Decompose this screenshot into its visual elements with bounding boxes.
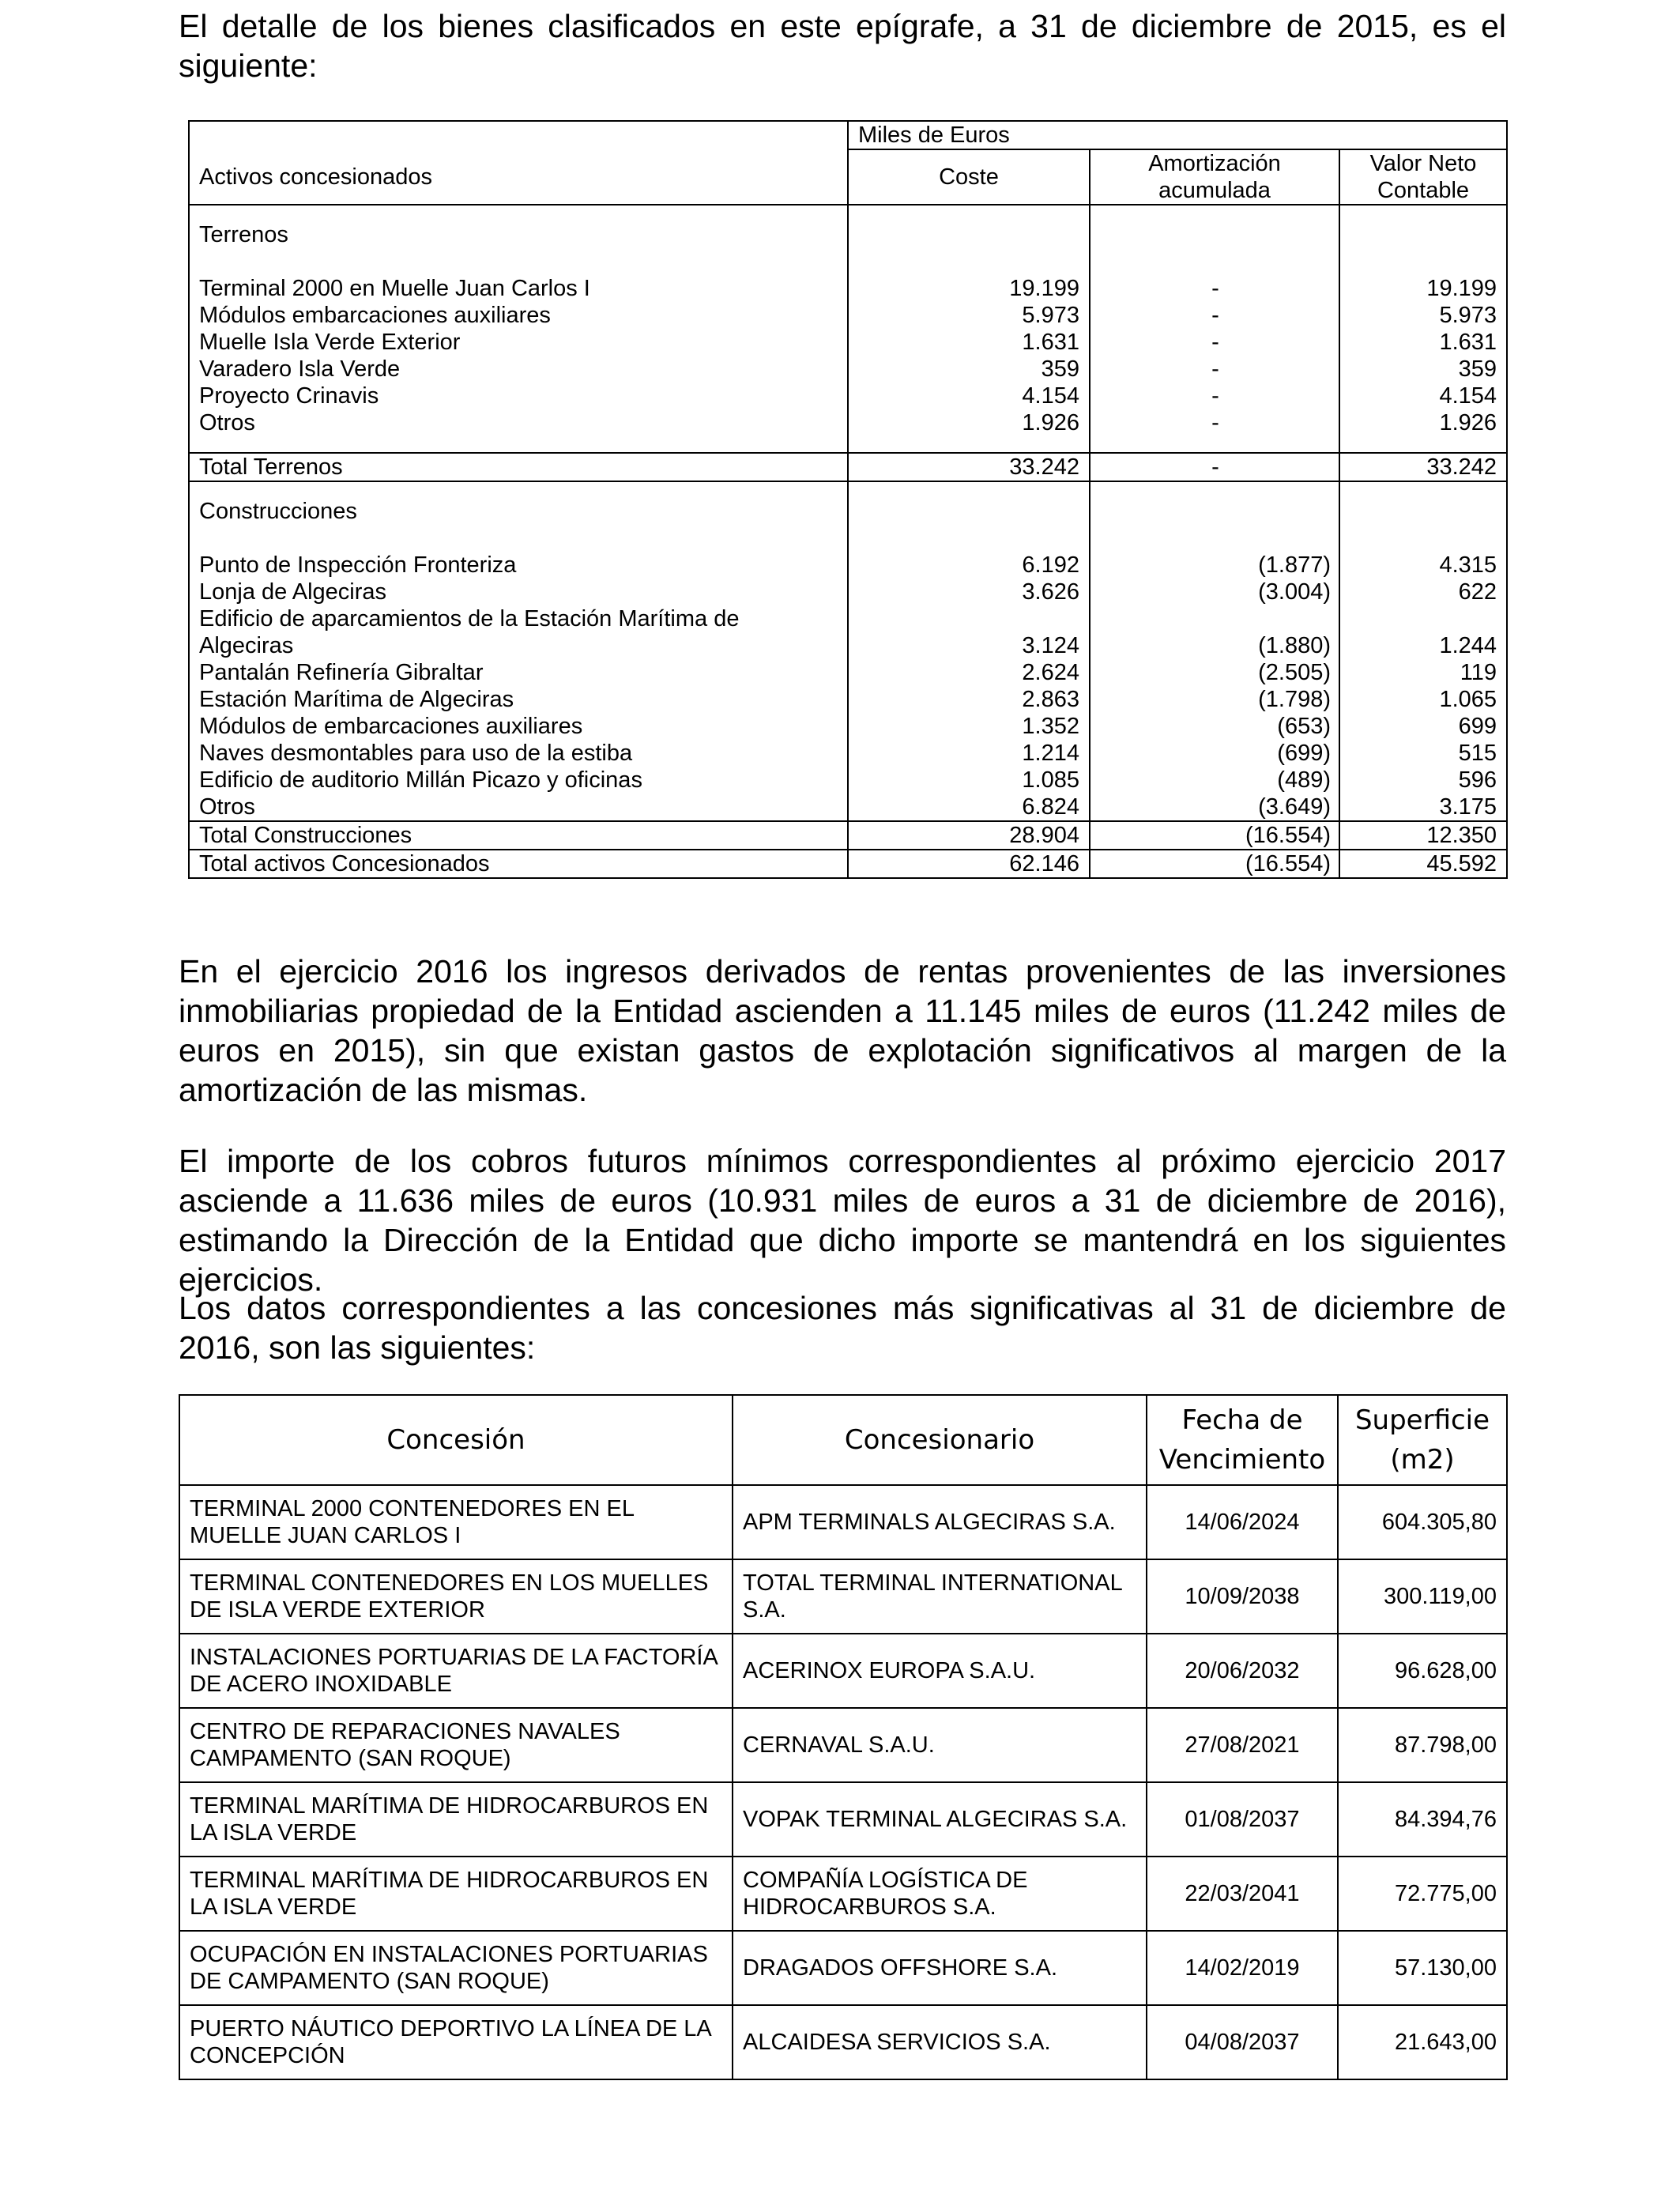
assets-table-header bbox=[189, 121, 1507, 205]
cost-value: 33.242 bbox=[848, 453, 1090, 481]
net-value: 1.244 bbox=[1339, 605, 1507, 659]
cost-value: 1.352 bbox=[848, 713, 1090, 740]
surface-value: 604.305,80 bbox=[1338, 1485, 1507, 1559]
col-cost-header: Coste bbox=[848, 149, 1090, 205]
asset-name: Módulos embarcaciones auxiliares bbox=[189, 302, 848, 329]
asset-row bbox=[189, 686, 1507, 713]
cost-value: 2.863 bbox=[848, 686, 1090, 713]
concessionaire-name: DRAGADOS OFFSHORE S.A. bbox=[733, 1931, 1147, 2005]
surface-header: Superficie (m2) bbox=[1338, 1395, 1507, 1485]
terrenos-section bbox=[189, 205, 1507, 481]
cost-value: 1.926 bbox=[848, 409, 1090, 436]
cost-value: 3.626 bbox=[848, 579, 1090, 605]
asset-name: Proyecto Crinavis bbox=[189, 383, 848, 409]
amortization-value: - bbox=[1090, 356, 1339, 383]
asset-name: Naves desmontables para uso de la estiba bbox=[189, 740, 848, 767]
net-value: 622 bbox=[1339, 579, 1507, 605]
amortization-value: (3.004) bbox=[1090, 579, 1339, 605]
amortization-value: (2.505) bbox=[1090, 659, 1339, 686]
cost-value: 4.154 bbox=[848, 383, 1090, 409]
asset-row bbox=[189, 767, 1507, 794]
paragraph-concessions: Los datos correspondientes a las concesiones más significativas al 31 de diciembre de 2016, son las siguientes: bbox=[179, 1290, 1506, 1366]
cost-value: 1.631 bbox=[848, 329, 1090, 356]
expiry-date: 22/03/2041 bbox=[1147, 1857, 1338, 1931]
concession-row bbox=[179, 2005, 1507, 2079]
asset-name: Edificio de aparcamientos de la Estación Marítima de Algeciras bbox=[189, 605, 848, 659]
amortization-value: (16.554) bbox=[1090, 821, 1339, 850]
net-value: 515 bbox=[1339, 740, 1507, 767]
asset-name: Otros bbox=[189, 409, 848, 436]
terrenos-heading bbox=[189, 221, 1507, 248]
surface-value: 96.628,00 bbox=[1338, 1634, 1507, 1708]
asset-name: Lonja de Algeciras bbox=[189, 579, 848, 605]
asset-row bbox=[189, 579, 1507, 605]
concessionaire-name: ACERINOX EUROPA S.A.U. bbox=[733, 1634, 1147, 1708]
cost-value: 28.904 bbox=[848, 821, 1090, 850]
expiry-date: 10/09/2038 bbox=[1147, 1559, 1338, 1634]
asset-name: Módulos de embarcaciones auxiliares bbox=[189, 713, 848, 740]
net-value: 4.315 bbox=[1339, 552, 1507, 579]
asset-row bbox=[189, 302, 1507, 329]
asset-name: Total activos Concesionados bbox=[189, 850, 848, 878]
net-value: 119 bbox=[1339, 659, 1507, 686]
concessionaire-name: ALCAIDESA SERVICIOS S.A. bbox=[733, 2005, 1147, 2079]
concessionaire-name: COMPAÑÍA LOGÍSTICA DE HIDROCARBUROS S.A. bbox=[733, 1857, 1147, 1931]
cost-value: 62.146 bbox=[848, 850, 1090, 878]
expiry-date: 14/06/2024 bbox=[1147, 1485, 1338, 1559]
surface-value: 21.643,00 bbox=[1338, 2005, 1507, 2079]
cost-value: 6.824 bbox=[848, 794, 1090, 821]
asset-row bbox=[189, 659, 1507, 686]
amortization-value: - bbox=[1090, 275, 1339, 302]
total-terrenos-row bbox=[189, 453, 1507, 481]
net-value: 1.631 bbox=[1339, 329, 1507, 356]
concession-name: PUERTO NÁUTICO DEPORTIVO LA LÍNEA DE LA CONCEPCIÓN bbox=[179, 2005, 733, 2079]
expiry-header: Fecha de Vencimiento bbox=[1147, 1395, 1338, 1485]
concessionaire-name: TOTAL TERMINAL INTERNATIONAL S.A. bbox=[733, 1559, 1147, 1634]
asset-name: Terminal 2000 en Muelle Juan Carlos I bbox=[189, 275, 848, 302]
amortization-value: (16.554) bbox=[1090, 850, 1339, 878]
amortization-value: (699) bbox=[1090, 740, 1339, 767]
asset-row bbox=[189, 740, 1507, 767]
asset-row bbox=[189, 383, 1507, 409]
grand-total-row bbox=[189, 850, 1507, 878]
net-value: 33.242 bbox=[1339, 453, 1507, 481]
expiry-date: 20/06/2032 bbox=[1147, 1634, 1338, 1708]
concessionaire-header: Concesionario bbox=[733, 1395, 1147, 1485]
col-net-header: Valor Neto Contable bbox=[1339, 149, 1507, 205]
asset-row bbox=[189, 356, 1507, 383]
expiry-date: 04/08/2037 bbox=[1147, 2005, 1338, 2079]
asset-name: Edificio de auditorio Millán Picazo y oficinas bbox=[189, 767, 848, 794]
cost-value: 1.214 bbox=[848, 740, 1090, 767]
net-value: 45.592 bbox=[1339, 850, 1507, 878]
net-value: 4.154 bbox=[1339, 383, 1507, 409]
asset-row bbox=[189, 794, 1507, 821]
net-value: 699 bbox=[1339, 713, 1507, 740]
amortization-value: (1.798) bbox=[1090, 686, 1339, 713]
amortization-value: - bbox=[1090, 329, 1339, 356]
concessionaire-name: APM TERMINALS ALGECIRAS S.A. bbox=[733, 1485, 1147, 1559]
concession-row bbox=[179, 1485, 1507, 1559]
amortization-value: (489) bbox=[1090, 767, 1339, 794]
amortization-value: - bbox=[1090, 453, 1339, 481]
surface-value: 72.775,00 bbox=[1338, 1857, 1507, 1931]
asset-name: Total Construcciones bbox=[189, 821, 848, 850]
concessionaire-name: CERNAVAL S.A.U. bbox=[733, 1708, 1147, 1782]
paragraph-2017: El importe de los cobros futuros mínimos correspondientes al próximo ejercicio 2017 asciende a 11.636 miles de euros (10.931 miles de euros a 31 de diciembre de 2016), estimando la Dirección de la Entidad que dicho importe se mantendrá en los siguientes ejercicios. bbox=[179, 1143, 1506, 1298]
net-value: 596 bbox=[1339, 767, 1507, 794]
amortization-value: (3.649) bbox=[1090, 794, 1339, 821]
asset-name: Varadero Isla Verde bbox=[189, 356, 848, 383]
asset-row bbox=[189, 409, 1507, 436]
amortization-value: - bbox=[1090, 409, 1339, 436]
expiry-date: 01/08/2037 bbox=[1147, 1782, 1338, 1857]
surface-value: 57.130,00 bbox=[1338, 1931, 1507, 2005]
asset-name: Total Terrenos bbox=[189, 453, 848, 481]
concession-name: TERMINAL 2000 CONTENEDORES EN EL MUELLE JUAN CARLOS I bbox=[179, 1485, 733, 1559]
concession-row bbox=[179, 1634, 1507, 1708]
concession-row bbox=[179, 1857, 1507, 1931]
concession-header: Concesión bbox=[179, 1395, 733, 1485]
surface-value: 300.119,00 bbox=[1338, 1559, 1507, 1634]
net-value: 1.065 bbox=[1339, 686, 1507, 713]
total-construcciones-row bbox=[189, 821, 1507, 850]
net-value: 12.350 bbox=[1339, 821, 1507, 850]
net-value: 359 bbox=[1339, 356, 1507, 383]
section-heading: Construcciones bbox=[189, 498, 848, 525]
concession-name: INSTALACIONES PORTUARIAS DE LA FACTORÍA DE ACERO INOXIDABLE bbox=[179, 1634, 733, 1708]
paragraph-2016: En el ejercicio 2016 los ingresos derivados de rentas provenientes de las inversiones inmobiliarias propiedad de la Entidad ascienden a 11.145 miles de euros (11.242 miles de euros en 2015), sin que existan gastos de explotación significativos al margen de la amortización de las mismas. bbox=[179, 953, 1506, 1108]
concession-name: OCUPACIÓN EN INSTALACIONES PORTUARIAS DE CAMPAMENTO (SAN ROQUE) bbox=[179, 1931, 733, 2005]
amortization-value: (1.877) bbox=[1090, 552, 1339, 579]
net-value: 3.175 bbox=[1339, 794, 1507, 821]
surface-value: 84.394,76 bbox=[1338, 1782, 1507, 1857]
net-value: 19.199 bbox=[1339, 275, 1507, 302]
net-value: 5.973 bbox=[1339, 302, 1507, 329]
asset-row bbox=[189, 552, 1507, 579]
amortization-value: - bbox=[1090, 302, 1339, 329]
expiry-date: 14/02/2019 bbox=[1147, 1931, 1338, 2005]
amortization-value: (1.880) bbox=[1090, 605, 1339, 659]
cost-value: 19.199 bbox=[848, 275, 1090, 302]
concessions-table bbox=[179, 1394, 1506, 2080]
expiry-date: 27/08/2021 bbox=[1147, 1708, 1338, 1782]
cost-value: 5.973 bbox=[848, 302, 1090, 329]
construcciones-section bbox=[189, 481, 1507, 878]
cost-value: 1.085 bbox=[848, 767, 1090, 794]
asset-name: Otros bbox=[189, 794, 848, 821]
cost-value: 3.124 bbox=[848, 605, 1090, 659]
concessionaire-name: VOPAK TERMINAL ALGECIRAS S.A. bbox=[733, 1782, 1147, 1857]
amortization-value: (653) bbox=[1090, 713, 1339, 740]
surface-value: 87.798,00 bbox=[1338, 1708, 1507, 1782]
net-value: 1.926 bbox=[1339, 409, 1507, 436]
concessions-header-row bbox=[179, 1395, 1507, 1485]
assets-table bbox=[188, 120, 1506, 879]
section-heading: Terrenos bbox=[189, 221, 848, 248]
asset-name: Muelle Isla Verde Exterior bbox=[189, 329, 848, 356]
concession-row bbox=[179, 1559, 1507, 1634]
concession-name: CENTRO DE REPARACIONES NAVALES CAMPAMENTO (SAN ROQUE) bbox=[179, 1708, 733, 1782]
cost-value: 359 bbox=[848, 356, 1090, 383]
concession-row bbox=[179, 1708, 1507, 1782]
units-header: Miles de Euros bbox=[848, 121, 1507, 149]
col-amort-header: Amortización acumulada bbox=[1090, 149, 1339, 205]
concession-row bbox=[179, 1931, 1507, 2005]
asset-name: Estación Marítima de Algeciras bbox=[189, 686, 848, 713]
construcciones-heading bbox=[189, 498, 1507, 525]
asset-name: Punto de Inspección Fronteriza bbox=[189, 552, 848, 579]
concession-name: TERMINAL MARÍTIMA DE HIDROCARBUROS EN LA ISLA VERDE bbox=[179, 1857, 733, 1931]
asset-name: Pantalán Refinería Gibraltar bbox=[189, 659, 848, 686]
asset-row bbox=[189, 329, 1507, 356]
cost-value: 6.192 bbox=[848, 552, 1090, 579]
amortization-value: - bbox=[1090, 383, 1339, 409]
col-asset-header: Activos concesionados bbox=[189, 149, 848, 205]
concession-row bbox=[179, 1782, 1507, 1857]
intro-paragraph: El detalle de los bienes clasificados en este epígrafe, a 31 de diciembre de 2015, es el siguiente: bbox=[179, 8, 1506, 84]
asset-row bbox=[189, 275, 1507, 302]
asset-row bbox=[189, 713, 1507, 740]
concession-name: TERMINAL CONTENEDORES EN LOS MUELLES DE ISLA VERDE EXTERIOR bbox=[179, 1559, 733, 1634]
asset-row bbox=[189, 605, 1507, 659]
cost-value: 2.624 bbox=[848, 659, 1090, 686]
concession-name: TERMINAL MARÍTIMA DE HIDROCARBUROS EN LA ISLA VERDE bbox=[179, 1782, 733, 1857]
